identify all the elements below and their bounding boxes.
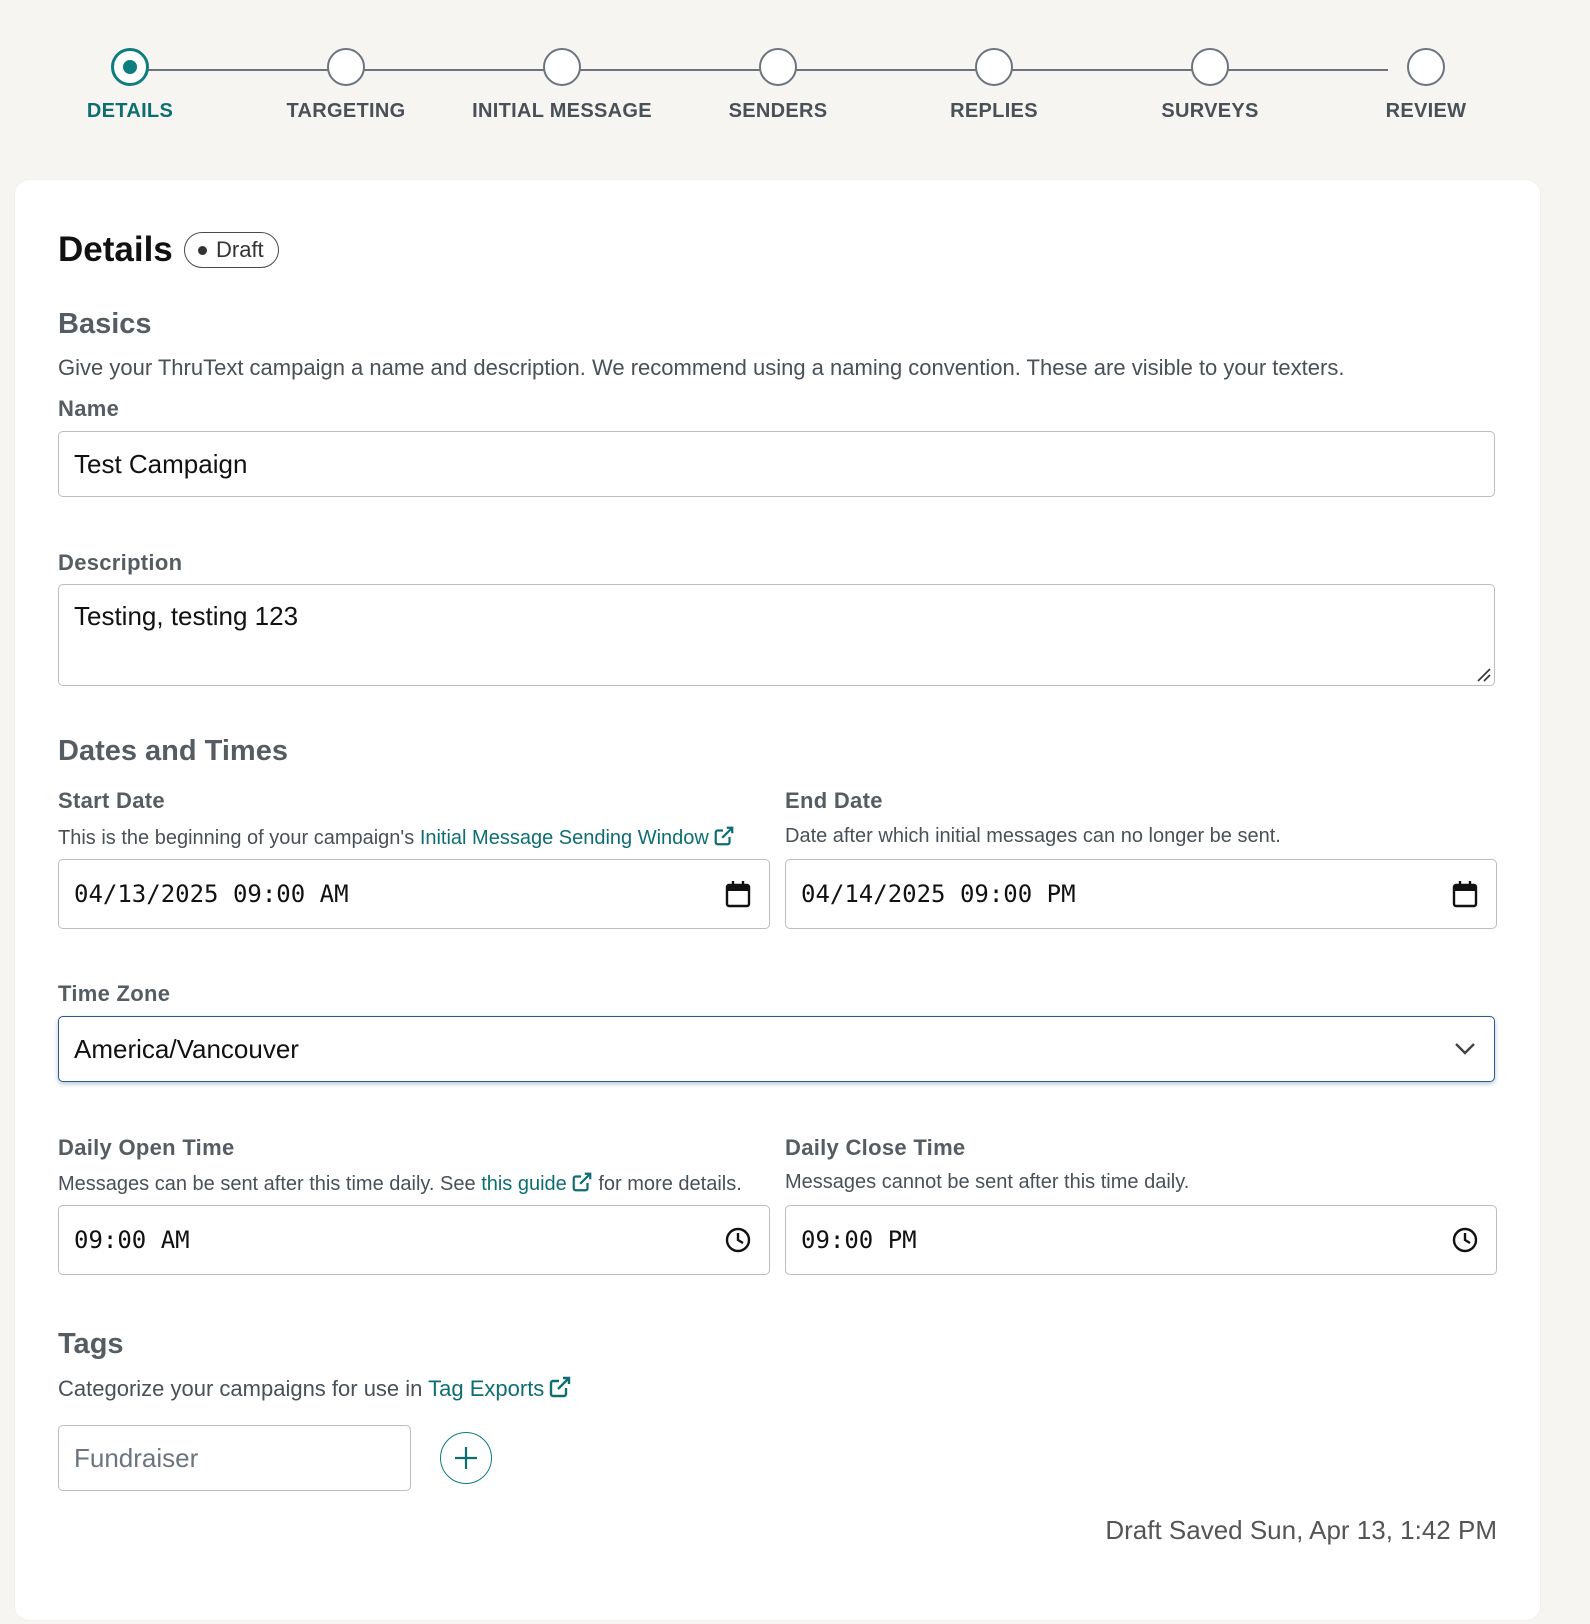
name-input[interactable]: [58, 431, 1495, 497]
step-circle-initial-message: [543, 48, 581, 86]
tags-section-title: Tags: [58, 1328, 124, 1360]
calendar-icon[interactable]: [1452, 880, 1478, 908]
close-time-label: Daily Close Time: [785, 1135, 966, 1160]
page-title: Details: [58, 230, 173, 269]
open-time-help-suffix: for more details.: [598, 1173, 742, 1195]
step-label: INITIAL MESSAGE: [472, 100, 652, 122]
step-targeting[interactable]: [226, 48, 466, 123]
tag-exports-link[interactable]: Tag Exports: [428, 1376, 545, 1401]
details-card: [15, 180, 1540, 1620]
step-circle-senders: [759, 48, 797, 86]
clock-icon[interactable]: [1452, 1227, 1478, 1253]
progress-stepper: [0, 0, 1590, 170]
guide-link[interactable]: this guide: [481, 1173, 567, 1195]
status-badge: [184, 232, 279, 268]
step-initial-message[interactable]: [442, 48, 682, 123]
timezone-value: America/Vancouver: [74, 1033, 299, 1064]
resize-handle-icon[interactable]: [1475, 666, 1491, 682]
tags-help-text: Categorize your campaigns for use in: [58, 1376, 423, 1401]
open-time-value: 09:00 AM: [74, 1226, 190, 1254]
name-input-value: Test Campaign: [74, 448, 248, 479]
start-date-input[interactable]: [58, 859, 770, 929]
open-time-help: [58, 1171, 742, 1196]
description-textarea[interactable]: [58, 584, 1495, 686]
end-date-input[interactable]: [785, 859, 1497, 929]
step-details[interactable]: [10, 48, 250, 123]
open-time-input[interactable]: [58, 1205, 770, 1275]
external-link-icon[interactable]: [571, 1171, 593, 1193]
draft-saved-status: Draft Saved Sun, Apr 13, 1:42 PM: [1105, 1515, 1497, 1545]
step-circle-targeting: [327, 48, 365, 86]
external-link-icon[interactable]: [548, 1375, 572, 1399]
description-value: Testing, testing 123: [74, 601, 299, 631]
step-label: SENDERS: [728, 100, 828, 122]
step-circle-details: [111, 48, 149, 86]
step-label: REPLIES: [950, 100, 1038, 122]
plus-icon: [453, 1445, 479, 1471]
step-label: SURVEYS: [1161, 100, 1259, 122]
tag-input-value: Fundraiser: [74, 1442, 199, 1473]
add-tag-button[interactable]: [440, 1432, 492, 1484]
start-date-value: 04/13/2025 09:00 AM: [74, 880, 349, 908]
step-review[interactable]: [1306, 48, 1546, 123]
timezone-select[interactable]: [58, 1016, 1495, 1082]
calendar-icon[interactable]: [725, 880, 751, 908]
step-senders[interactable]: [658, 48, 898, 123]
step-circle-review: [1407, 48, 1445, 86]
sending-window-link[interactable]: Initial Message Sending Window: [419, 827, 709, 849]
timezone-label: Time Zone: [58, 981, 171, 1006]
status-badge-label: Draft: [216, 237, 264, 262]
basics-section-title: Basics: [58, 308, 152, 340]
tags-help: [58, 1375, 572, 1402]
close-time-value: 09:00 PM: [801, 1226, 917, 1254]
name-label: Name: [58, 396, 120, 421]
status-dot-icon: [198, 246, 207, 255]
close-time-input[interactable]: [785, 1205, 1497, 1275]
end-date-label: End Date: [785, 788, 883, 813]
basics-help-text: Give your ThruText campaign a name and description. We recommend using a naming convention. These are visible to your texters.: [58, 355, 1345, 380]
end-date-help: Date after which initial messages can no longer be sent.: [785, 825, 1281, 847]
dates-section-title: Dates and Times: [58, 735, 288, 767]
start-date-help: [58, 825, 735, 850]
step-surveys[interactable]: [1090, 48, 1330, 123]
start-date-help-text: This is the beginning of your campaign's: [58, 827, 415, 849]
start-date-label: Start Date: [58, 788, 165, 813]
end-date-value: 04/14/2025 09:00 PM: [801, 880, 1076, 908]
step-replies[interactable]: [874, 48, 1114, 123]
step-label: TARGETING: [286, 100, 406, 122]
step-label: REVIEW: [1385, 100, 1467, 122]
external-link-icon[interactable]: [713, 825, 735, 847]
open-time-help-text: Messages can be sent after this time daily. See: [58, 1173, 476, 1195]
clock-icon[interactable]: [725, 1227, 751, 1253]
step-label: DETAILS: [86, 100, 174, 122]
step-circle-replies: [975, 48, 1013, 86]
step-circle-surveys: [1191, 48, 1229, 86]
chevron-down-icon: [1454, 1042, 1476, 1056]
tag-input[interactable]: [58, 1425, 411, 1491]
description-label: Description: [58, 550, 183, 575]
close-time-help: Messages cannot be sent after this time daily.: [785, 1171, 1190, 1193]
open-time-label: Daily Open Time: [58, 1135, 235, 1160]
